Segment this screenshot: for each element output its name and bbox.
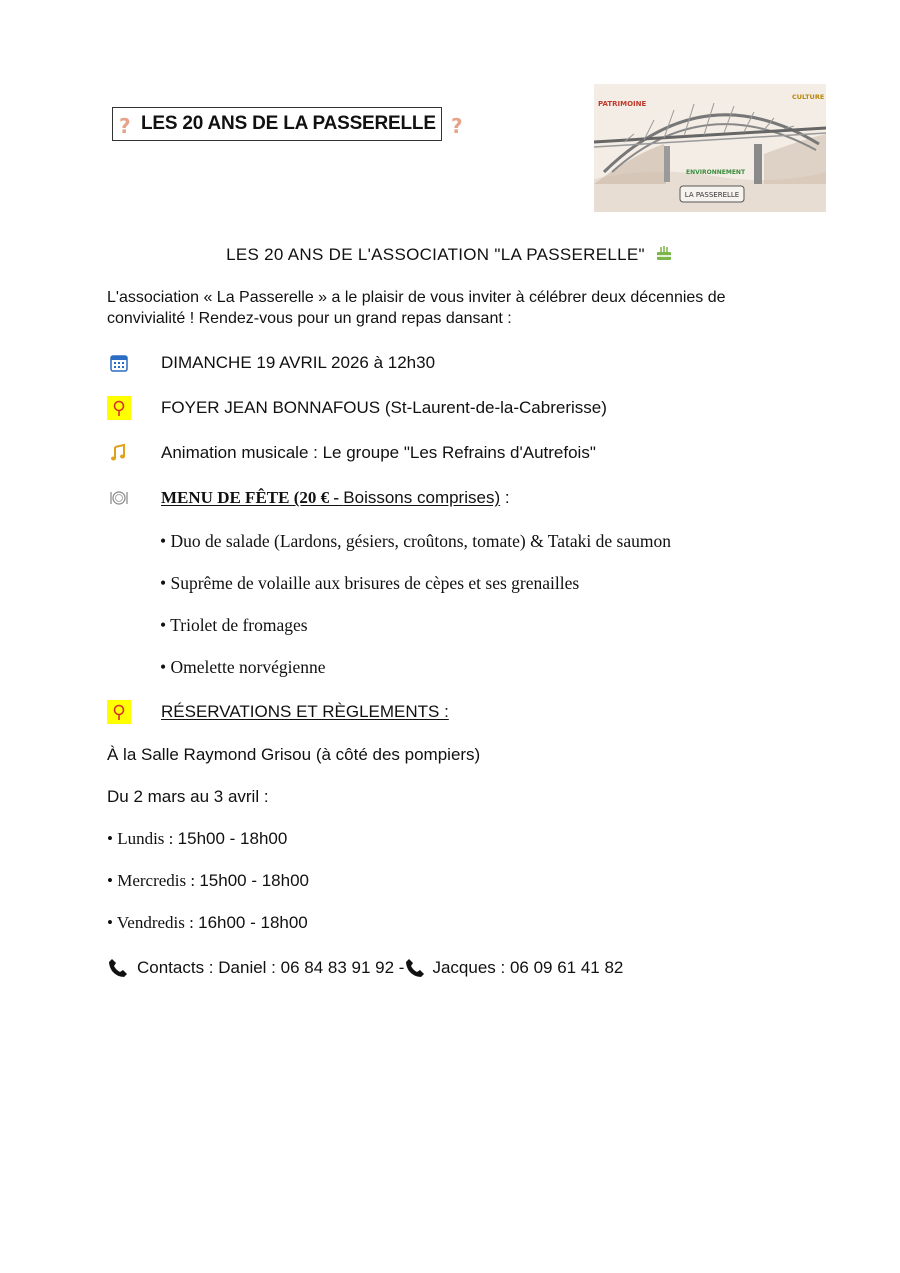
hours-row (107, 829, 287, 849)
cake-icon (654, 243, 674, 263)
menu-title-drinks: Boissons comprises) (343, 488, 501, 507)
menu-title-colon: : (500, 488, 510, 507)
contact-daniel: Contacts : Daniel : 06 84 83 91 92 - (137, 958, 405, 977)
venue-text: À la Salle Raymond Grisou (à côté des pompiers) (107, 745, 481, 764)
music-notes-icon (107, 441, 131, 465)
menu-title-main: MENU DE FÊTE (20 € - (161, 488, 344, 507)
reservations-title (161, 702, 449, 722)
menu-title (161, 488, 510, 508)
pin-icon (107, 396, 131, 420)
hours-day: • Vendredis : (107, 913, 199, 932)
calendar-icon (107, 351, 131, 375)
logo-label-environnement: ENVIRONNEMENT (686, 169, 746, 176)
phone-icon (404, 957, 426, 979)
question-mark-icon: ? (119, 114, 131, 138)
heading-text: LES 20 ANS DE L'ASSOCIATION "LA PASSERELLE" (226, 245, 645, 264)
menu-item: • Duo de salade (Lardons, gésiers, croûtons, tomate) & Tataki de saumon (160, 531, 671, 551)
plate-icon (107, 486, 131, 510)
reservations-row (107, 700, 449, 724)
question-mark-icon: ? (451, 114, 463, 138)
hours-time: 16h00 - 18h00 (198, 913, 308, 932)
period-text: Du 2 mars au 3 avril : (107, 787, 269, 806)
contacts-row (107, 957, 623, 979)
menu-item: • Suprême de volaille aux brisures de cèpes et ses grenailles (160, 573, 580, 593)
title-box (112, 107, 442, 141)
hours-time: 15h00 - 18h00 (177, 829, 288, 848)
menu-item: • Triolet de fromages (160, 615, 308, 635)
contact-jacques: Jacques : 06 09 61 41 82 (432, 958, 624, 977)
location-row (107, 396, 607, 420)
bridge-illustration (594, 84, 826, 212)
hours-day: • Mercredis : (107, 871, 200, 890)
intro-paragraph: L'association « La Passerelle » a le plaisir de vous inviter à célébrer deux décennies de convivialité ! Rendez-vous pour un grand repas dansant : (107, 289, 726, 327)
logo-label-patrimoine: PATRIMOINE (598, 100, 647, 108)
logo-label-culture: CULTURE (792, 93, 825, 101)
hours-row (107, 871, 309, 891)
hours-time: 15h00 - 18h00 (199, 871, 309, 890)
logo-label-name: LA PASSERELLE (684, 191, 740, 199)
menu-item: • Omelette norvégienne (160, 657, 326, 677)
pin-icon (107, 700, 131, 724)
event-date: DIMANCHE 19 AVRIL 2026 à 12h30 (161, 353, 436, 372)
main-heading (0, 243, 900, 265)
passerelle-logo (594, 84, 826, 212)
menu-row (107, 486, 510, 510)
event-location: FOYER JEAN BONNAFOUS (St-Laurent-de-la-Cabrerisse) (161, 398, 607, 417)
hours-row (107, 913, 308, 933)
music-row (107, 441, 596, 465)
page-title: LES 20 ANS DE LA PASSERELLE (141, 113, 436, 134)
phone-icon (107, 957, 129, 979)
date-row (107, 351, 436, 375)
music-animation: Animation musicale : Le groupe "Les Refrains d'Autrefois" (161, 443, 596, 462)
reservations-title-text: RÉSERVATIONS ET RÈGLEMENTS : (161, 702, 449, 721)
hours-day: • Lundis : (107, 829, 178, 848)
